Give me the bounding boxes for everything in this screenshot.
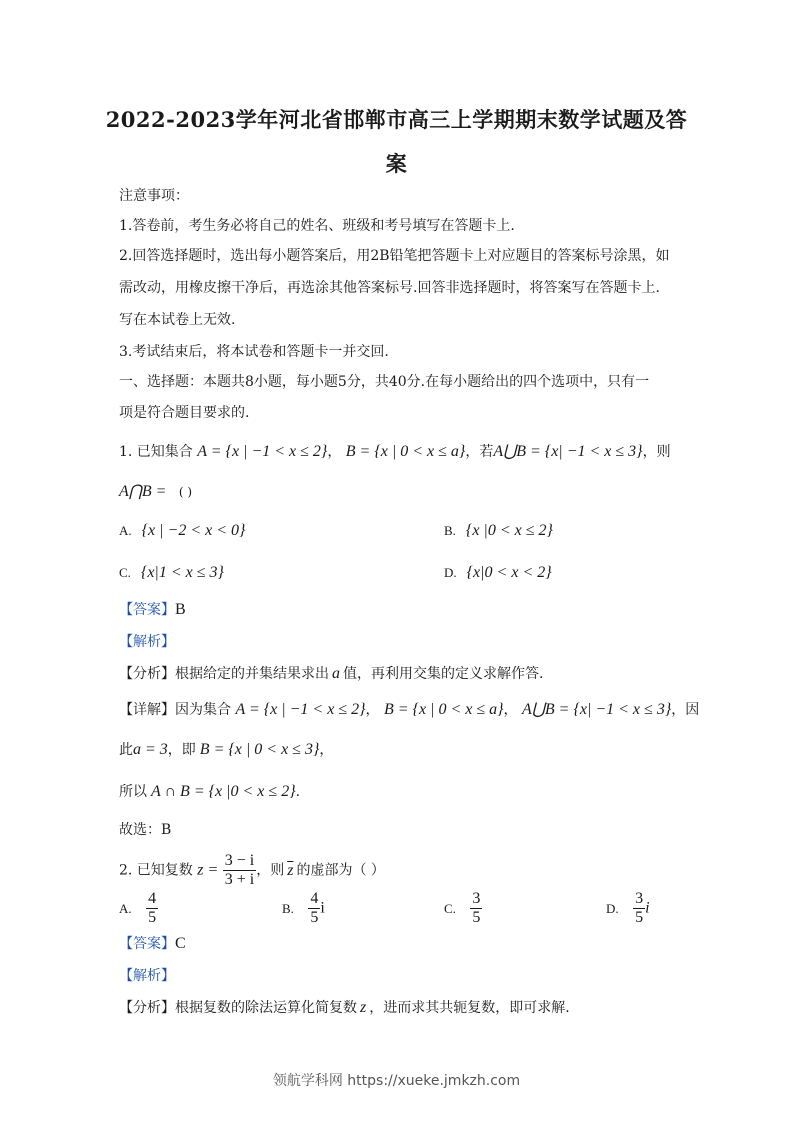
fenxi-text-a: 根据复数的除法运算化简复数 bbox=[175, 1000, 357, 1016]
detail-a-value: a = 3 bbox=[133, 741, 168, 758]
q1-detail-line2 bbox=[119, 740, 333, 760]
option-text: {x |0 < x ≤ 2} bbox=[465, 522, 553, 539]
q1-conclusion: 故选：B bbox=[119, 822, 172, 838]
option-numerator: 4 bbox=[310, 890, 319, 907]
q1-sep: ， bbox=[327, 444, 342, 460]
option-numerator: 4 bbox=[148, 890, 157, 907]
document-title-line2: 案 bbox=[385, 151, 408, 176]
option-numerator: 3 bbox=[635, 890, 644, 907]
option-text: {x|0 < x < 2} bbox=[466, 564, 552, 581]
notice-item-2-line3: 写在本试卷上无效. bbox=[119, 312, 236, 328]
notice-item-3: 3.考试结束后，将本试卷和答题卡一并交回. bbox=[119, 344, 389, 360]
detail-suoyi: 所以 bbox=[119, 784, 147, 800]
option-denominator: 5 bbox=[635, 909, 644, 926]
detail-union: A⋃B = {x| −1 < x ≤ 3} bbox=[521, 701, 672, 718]
fenxi-tag: 【分析】 bbox=[119, 666, 175, 682]
q2-option-a bbox=[119, 890, 158, 927]
q2-analysis-tag: 【解析】 bbox=[119, 968, 175, 984]
fenxi-text-b: 值，再利用交集的定义求解作答. bbox=[343, 666, 544, 682]
q2-answer bbox=[119, 934, 186, 954]
option-text: {x | −2 < x < 0} bbox=[141, 522, 246, 539]
q1-ze: ，则 bbox=[642, 444, 671, 460]
fenxi-text-b: ，进而求其共轭复数，即可求解. bbox=[369, 1000, 570, 1016]
option-label: B. bbox=[282, 900, 294, 916]
q1-answer bbox=[119, 600, 186, 620]
option-label: D. bbox=[444, 565, 457, 580]
q1-detail-line3 bbox=[119, 782, 300, 802]
answer-value: B bbox=[175, 601, 186, 618]
detail-tag: 【详解】 bbox=[119, 702, 175, 718]
q1-option-c bbox=[119, 564, 224, 582]
question-1-ask bbox=[119, 482, 192, 502]
q2-denominator: 3 + i bbox=[224, 871, 255, 888]
option-label: D. bbox=[606, 900, 619, 916]
q1-set-a: A = {x | −1 < x ≤ 2} bbox=[197, 443, 328, 460]
section-heading-line2: 项是符合题目要求的. bbox=[119, 405, 250, 421]
q2-prefix: 2. 已知复数 bbox=[119, 862, 193, 879]
notice-heading: 注意事项： bbox=[119, 188, 189, 204]
detail-comma: ， bbox=[365, 702, 380, 718]
option-label: B. bbox=[444, 523, 456, 538]
q1-blank: ( ) bbox=[178, 485, 193, 499]
q2-fraction bbox=[223, 852, 256, 889]
option-numerator: 3 bbox=[472, 890, 481, 907]
q1-detail-line1 bbox=[119, 700, 699, 720]
detail-comma-2: ， bbox=[503, 702, 518, 718]
detail-ji: ，即 bbox=[167, 742, 196, 758]
detail-text: 因为集合 bbox=[175, 702, 231, 718]
option-label: C. bbox=[119, 565, 131, 580]
fenxi-var: a bbox=[332, 665, 340, 682]
question-1-stem bbox=[119, 442, 671, 462]
q2-suffix: 的虚部为（ ） bbox=[296, 862, 385, 879]
question-2-stem bbox=[119, 852, 385, 889]
q1-option-b bbox=[444, 522, 553, 540]
document-title-line1: 2022-2023学年河北省邯郸市高三上学期期末数学试题及答 bbox=[105, 107, 688, 132]
q1-analysis-tag: 【解析】 bbox=[119, 634, 175, 650]
q2-numerator: 3 − i bbox=[224, 852, 255, 869]
option-label: C. bbox=[444, 900, 456, 916]
q2-z: z = bbox=[197, 861, 219, 879]
fenxi-tag: 【分析】 bbox=[119, 1000, 175, 1016]
footer-watermark: 领航学科网 https://xueke.jmkzh.com bbox=[272, 1073, 521, 1089]
answer-tag: 【答案】 bbox=[119, 602, 175, 618]
option-label: A. bbox=[119, 900, 132, 916]
fenxi-text-a: 根据给定的并集结果求出 bbox=[175, 666, 329, 682]
detail-end: ， bbox=[319, 742, 334, 758]
option-denominator: 5 bbox=[148, 909, 157, 926]
detail-ci: 此 bbox=[119, 742, 133, 758]
option-fraction bbox=[633, 890, 645, 927]
notice-item-1: 1.答卷前，考生务必将自己的姓名、班级和考号填写在答题卡上. bbox=[119, 218, 515, 234]
detail-intersection: A ∩ B = {x |0 < x ≤ 2} bbox=[151, 783, 296, 800]
q2-mid: ，则 bbox=[256, 862, 285, 879]
section-heading-line1: 一、选择题：本题共8小题，每小题5分，共40分.在每小题给出的四个选项中，只有一 bbox=[119, 374, 650, 390]
option-tail: i bbox=[320, 899, 325, 917]
option-fraction bbox=[470, 890, 482, 927]
q1-prefix: 1. 已知集合 bbox=[119, 444, 193, 460]
option-text: {x|1 < x ≤ 3} bbox=[140, 564, 224, 581]
q2-option-b bbox=[282, 890, 325, 927]
detail-yin: ，因 bbox=[671, 702, 700, 718]
notice-item-2-line2: 需改动，用橡皮擦干净后，再选涂其他答案标号.回答非选择题时，将答案写在答题卡上. bbox=[119, 280, 660, 296]
option-denominator: 5 bbox=[310, 909, 319, 926]
option-fraction bbox=[308, 890, 320, 927]
option-label: A. bbox=[119, 523, 132, 538]
option-denominator: 5 bbox=[472, 909, 481, 926]
q2-option-c bbox=[444, 890, 482, 927]
answer-value: C bbox=[175, 935, 186, 952]
q1-option-d bbox=[444, 564, 552, 582]
q2-fenxi bbox=[119, 998, 570, 1018]
q1-fenxi bbox=[119, 664, 543, 684]
q2-option-d bbox=[606, 890, 650, 927]
q1-set-b: B = {x | 0 < x ≤ a} bbox=[345, 443, 466, 460]
q1-ruo: ，若 bbox=[465, 444, 494, 460]
notice-item-2-line1: 2.回答选择题时，选出每小题答案后，用2B铅笔把答题卡上对应题目的答案标号涂黑，如 bbox=[119, 248, 670, 264]
q1-union: A⋃B = {x| −1 < x ≤ 3} bbox=[493, 443, 643, 460]
q1-intersection: A⋂B = bbox=[119, 483, 167, 500]
option-tail: i bbox=[645, 899, 650, 917]
answer-tag: 【答案】 bbox=[119, 936, 175, 952]
q2-zbar: $\overline{z}$ bbox=[287, 861, 294, 879]
detail-set-a: A = {x | −1 < x ≤ 2} bbox=[235, 701, 366, 718]
option-fraction bbox=[146, 890, 158, 927]
detail-set-b-solved: B = {x | 0 < x ≤ 3} bbox=[199, 741, 320, 758]
detail-period: . bbox=[295, 784, 301, 800]
q1-option-a bbox=[119, 522, 245, 540]
fenxi-var: z bbox=[360, 999, 367, 1016]
detail-set-b: B = {x | 0 < x ≤ a} bbox=[383, 701, 504, 718]
